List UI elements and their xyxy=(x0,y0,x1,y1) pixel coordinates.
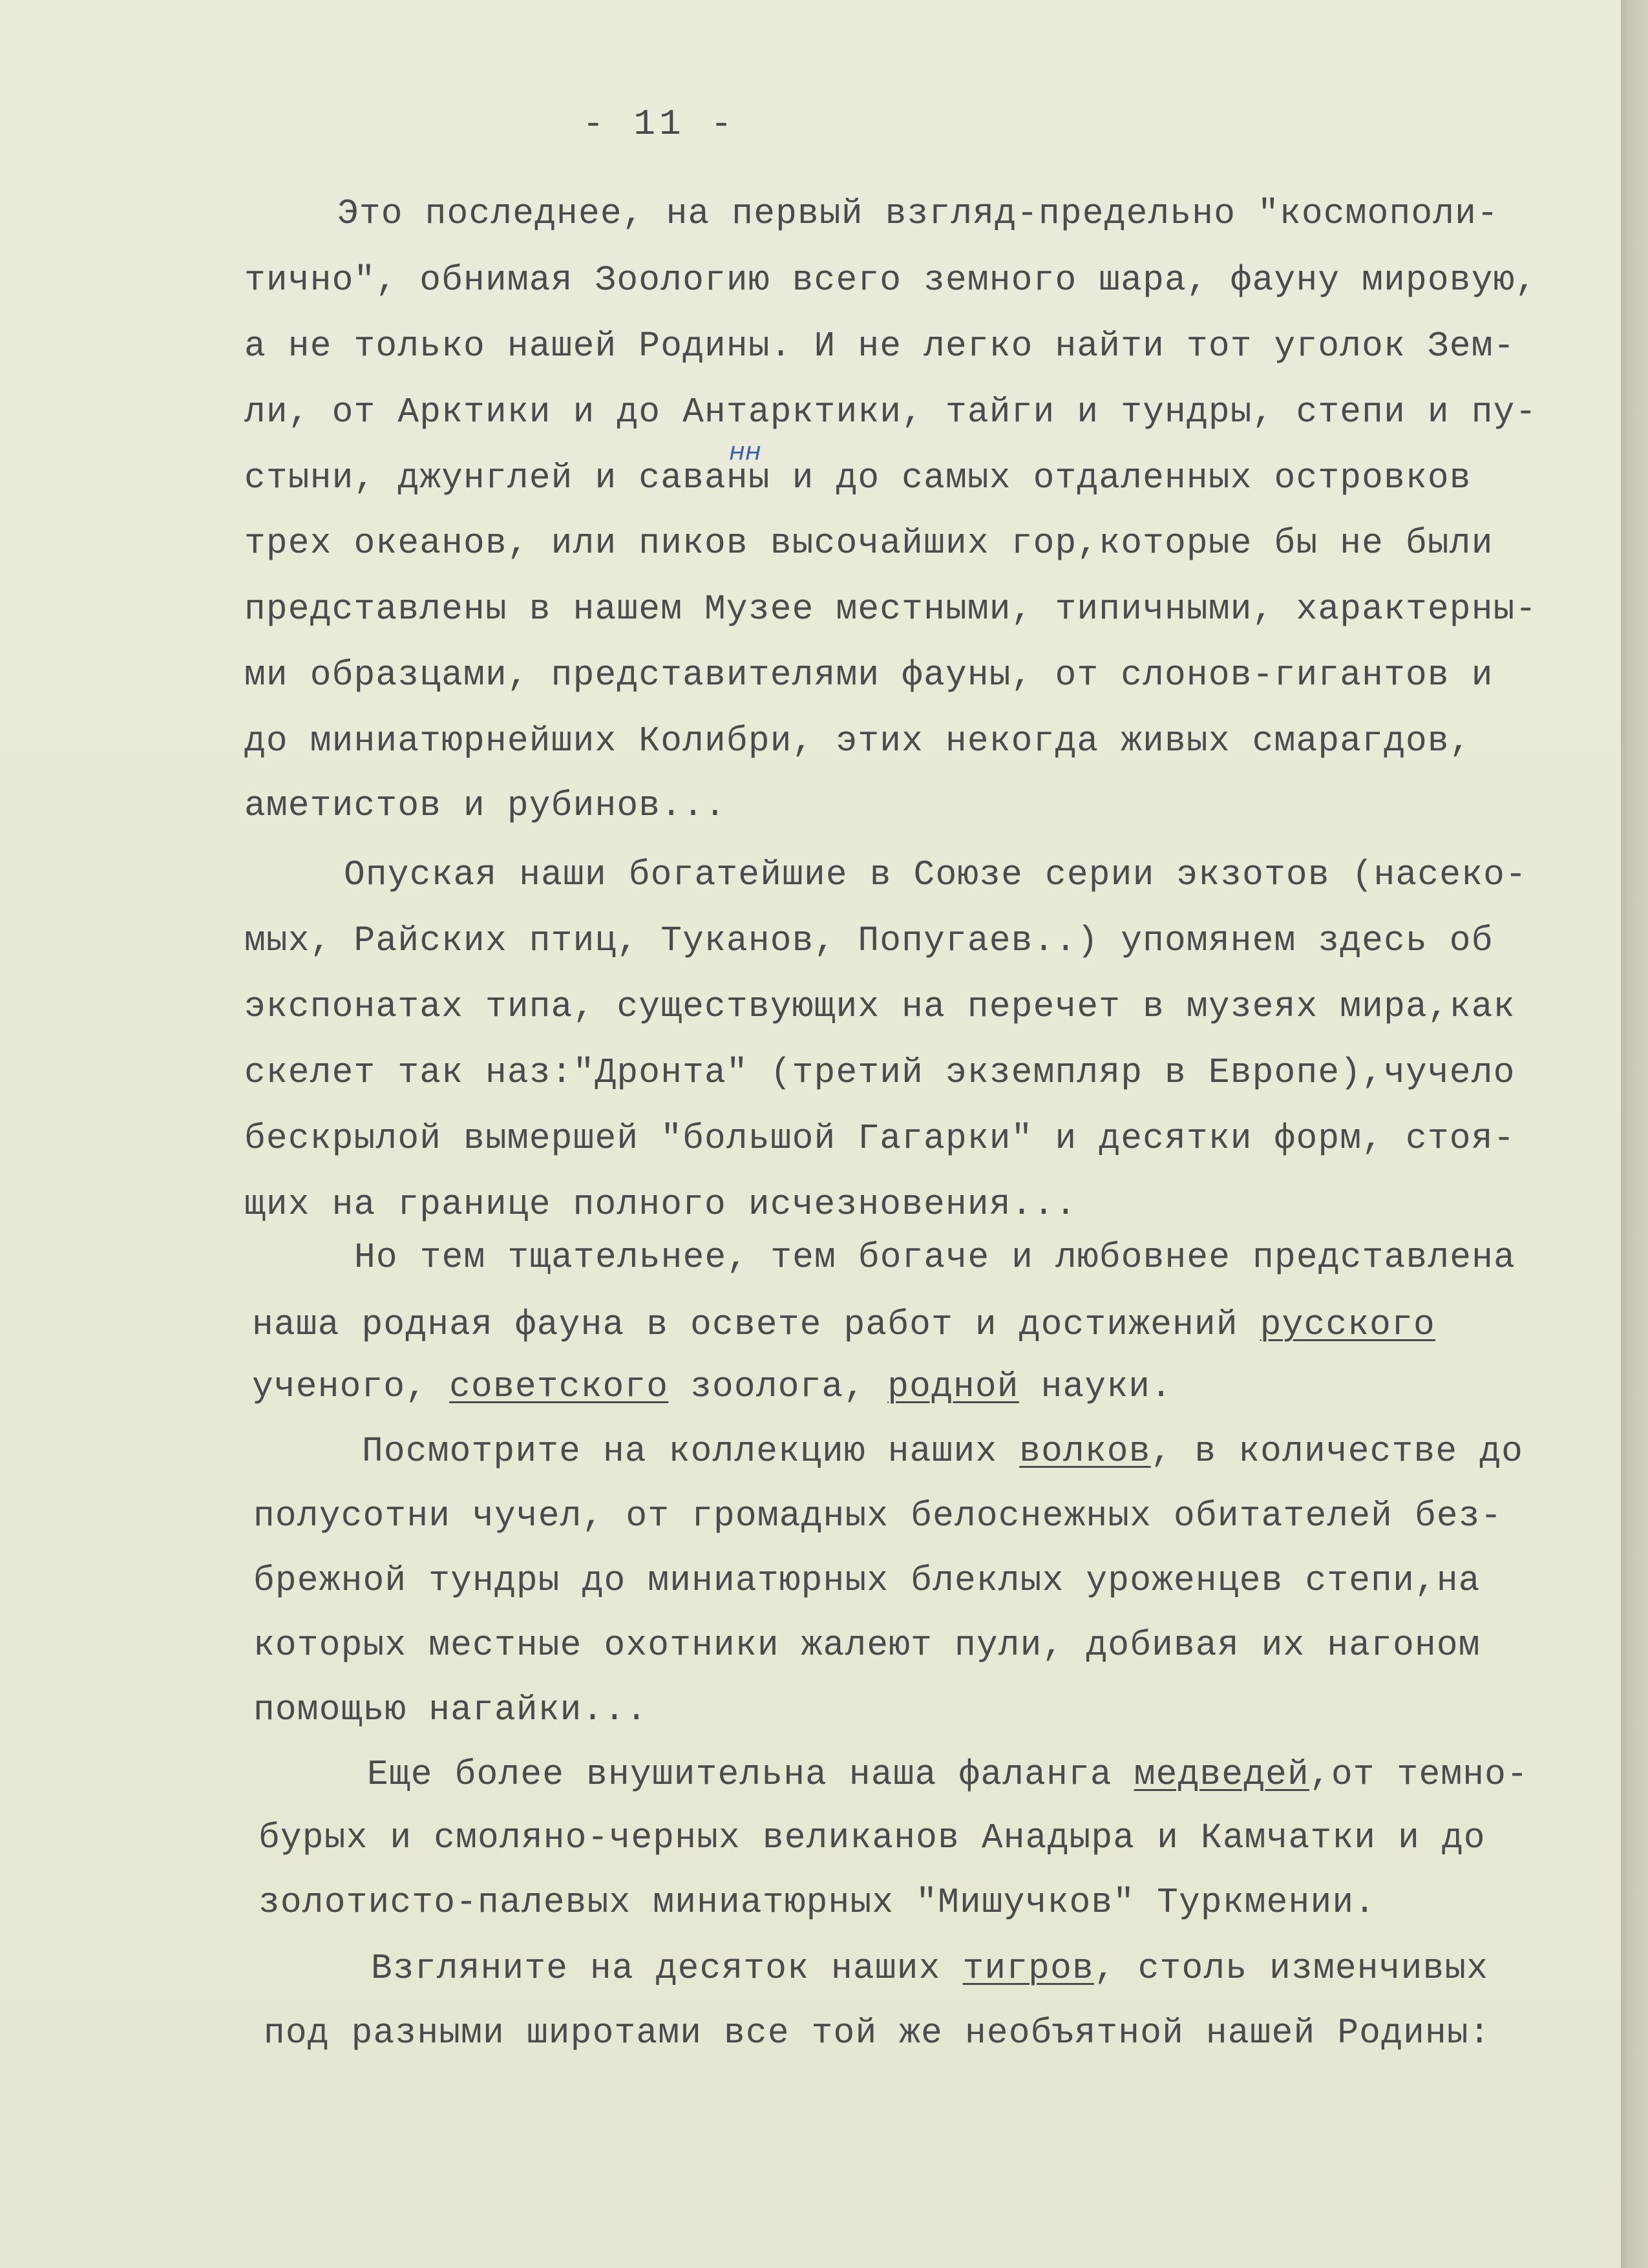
text-line-26: бурых и смоляно-черных великанов Анадыра и Камчатки и до xyxy=(259,1819,1486,1858)
text-line-17: Но тем тщательнее, тем богаче и любовнее представлена xyxy=(354,1238,1516,1278)
text-line-3: а не только нашей Родины. И не легко найти тот уголок Зем- xyxy=(244,327,1516,366)
text-line-6: трех океанов, или пиков высочайших гор,которые бы не были xyxy=(244,524,1494,564)
underlined-word-sovetskogo: советского xyxy=(449,1368,669,1407)
text-line-28: Взгляните на десяток наших тигров, столь изменчивых xyxy=(371,1949,1489,1989)
text-line-18: наша родная фауна в освете работ и достижений русского xyxy=(252,1306,1435,1345)
text-line-10: аметистов и рубинов... xyxy=(244,787,726,826)
text-line-1: Это последнее, на первый взгляд-предельно "космополи- xyxy=(337,195,1499,234)
text-line-7: представлены в нашем Музее местными, типичными, характерны- xyxy=(244,590,1537,630)
text-line-16: щих на границе полного исчезновения... xyxy=(244,1185,1077,1225)
text-line-21: полусотни чучел, от громадных белоснежных обитателей без- xyxy=(253,1497,1503,1536)
text-line-12: мых, Райских птиц, Туканов, Попугаев..) упомянем здесь об xyxy=(244,922,1494,961)
underlined-word-russkogo: русского xyxy=(1260,1306,1435,1345)
text-line-8: ми образцами, представителями фауны, от слонов-гигантов и xyxy=(244,656,1494,695)
text-line-24: помощью нагайки... xyxy=(253,1691,648,1730)
text-line-13: экспонатах типа, существующих на перечет в музеях мира,как xyxy=(244,988,1516,1027)
text-line-11: Опуская наши богатейшие в Союзе серии экзотов (насеко- xyxy=(344,856,1527,895)
text-line-29: под разными широтами все той же необъятной нашей Родины: xyxy=(264,2014,1491,2053)
text-line-19: ученого, советского зоолога, родной науки. xyxy=(252,1368,1173,1407)
page-right-edge xyxy=(1621,0,1648,2268)
underlined-word-tigrov: тигров xyxy=(962,1949,1094,1989)
text-line-9: до миниатюрнейших Колибри, этих некогда живых смарагдов, xyxy=(244,722,1472,761)
text-line-20: Посмотрите на коллекцию наших волков, в количестве до xyxy=(362,1432,1523,1472)
handwritten-annotation: нн xyxy=(729,437,761,465)
text-line-25: Еще более внушительна наша фаланга медведей,от темно- xyxy=(367,1755,1528,1795)
page-number: - 11 - xyxy=(582,103,736,145)
underlined-word-rodnoy: родной xyxy=(887,1368,1019,1407)
text-line-23: которых местные охотники жалеют пули, добивая их нагоном xyxy=(253,1626,1481,1666)
text-line-27: золотисто-палевых миниатюрных "Мишучков" Туркмении. xyxy=(259,1883,1377,1923)
text-line-2: тично", обнимая Зоологию всего земного шара, фауну мировую, xyxy=(244,261,1537,301)
text-line-4: ли, от Арктики и до Антарктики, тайги и тундры, степи и пу- xyxy=(244,393,1537,432)
underlined-word-volkov: волков xyxy=(1019,1432,1151,1472)
text-line-14: скелет так наз:"Дронта" (третий экземпляр в Европе),чучело xyxy=(244,1054,1516,1093)
text-line-5: стыни, джунглей и саваны и до самых отдаленных островков xyxy=(244,459,1472,498)
text-line-22: брежной тундры до миниатюрных блеклых уроженцев степи,на xyxy=(253,1562,1481,1601)
underlined-word-medvedey: медведей xyxy=(1134,1755,1309,1795)
text-line-15: бескрылой вымершей "большой Гагарки" и десятки форм, стоя- xyxy=(244,1119,1516,1159)
